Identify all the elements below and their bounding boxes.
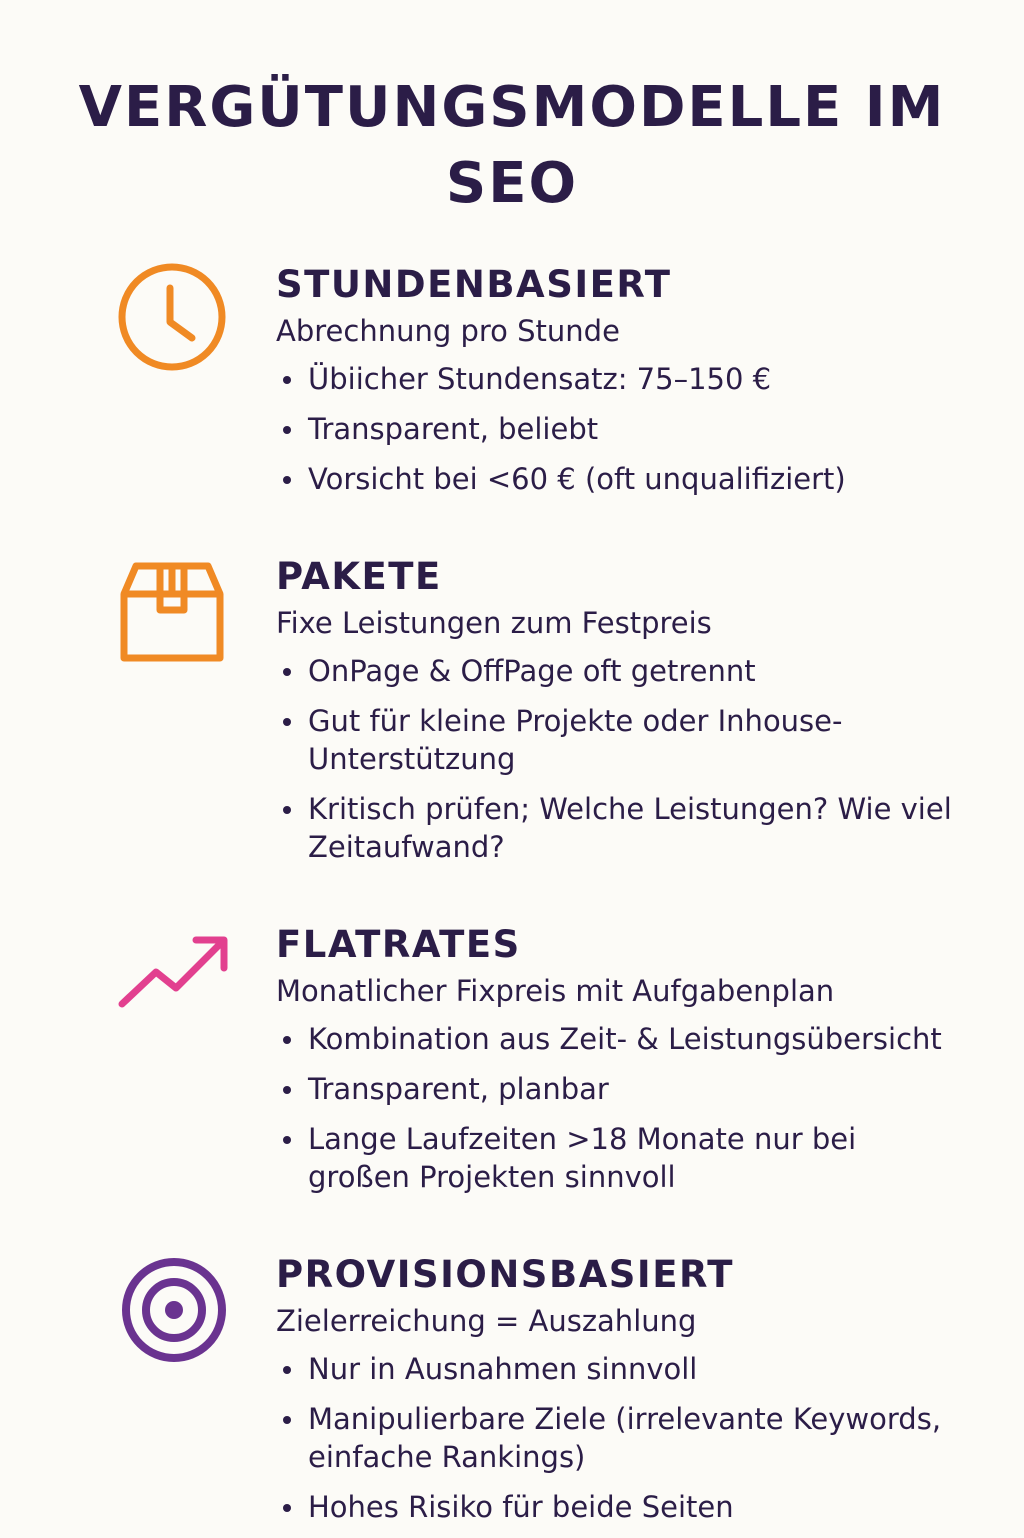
section-subtitle: Zielerreichung = Auszahlung [276, 1304, 697, 1338]
section-title: STUNDENBASIERT [276, 263, 672, 306]
bullet-item: Transparent, planbar [276, 1070, 966, 1108]
target-icon [112, 1252, 232, 1372]
bullet-item: Kritisch prüfen; Welche Leistungen? Wie viel Zeitaufwand? [276, 790, 966, 866]
section-content [276, 262, 966, 510]
bullet-item: OnPage & OffPage oft getrennt [276, 652, 966, 690]
section-content [276, 1252, 966, 1538]
clock-icon [112, 262, 232, 382]
bullet-item: Kombination aus Zeit- & Leistungsübersicht [276, 1020, 966, 1058]
section-subtitle: Fixe Leistungen zum Festpreis [276, 606, 712, 640]
section-subtitle: Abrechnung pro Stunde [276, 314, 620, 348]
bullet-item: Übiicher Stundensatz: 75–150 € [276, 360, 966, 398]
bullet-item: Nur in Ausnahmen sinnvoll [276, 1350, 966, 1388]
section-title: PAKETE [276, 555, 442, 598]
bullet-item: Vorsicht bei <60 € (oft unqualifiziert) [276, 460, 966, 498]
bullet-item: Transparent, beliebt [276, 410, 966, 448]
section-title: PROVISIONSBASIERT [276, 1253, 735, 1296]
section-title: FLATRATES [276, 923, 521, 966]
page-title: VERGÜTUNGSMODELLE IM SEO [78, 75, 946, 216]
section-content [276, 922, 966, 1208]
bullet-list [276, 652, 966, 866]
section-content [276, 554, 966, 878]
bullet-item: Manipulierbare Ziele (irrelevante Keywords, einfache Rankings) [276, 1400, 966, 1476]
bullet-list [276, 1350, 966, 1526]
section-subtitle: Monatlicher Fixpreis mit Aufgabenplan [276, 974, 835, 1008]
package-box-icon [112, 554, 232, 674]
bullet-list [276, 360, 966, 498]
bullet-item: Gut für kleine Projekte oder Inhouse-Unterstützung [276, 702, 966, 778]
bullet-item: Lange Laufzeiten >18 Monate nur bei großen Projekten sinnvoll [276, 1120, 966, 1196]
trend-up-arrow-icon [112, 922, 232, 1042]
bullet-item: Hohes Risiko für beide Seiten [276, 1488, 966, 1526]
bullet-list [276, 1020, 966, 1196]
